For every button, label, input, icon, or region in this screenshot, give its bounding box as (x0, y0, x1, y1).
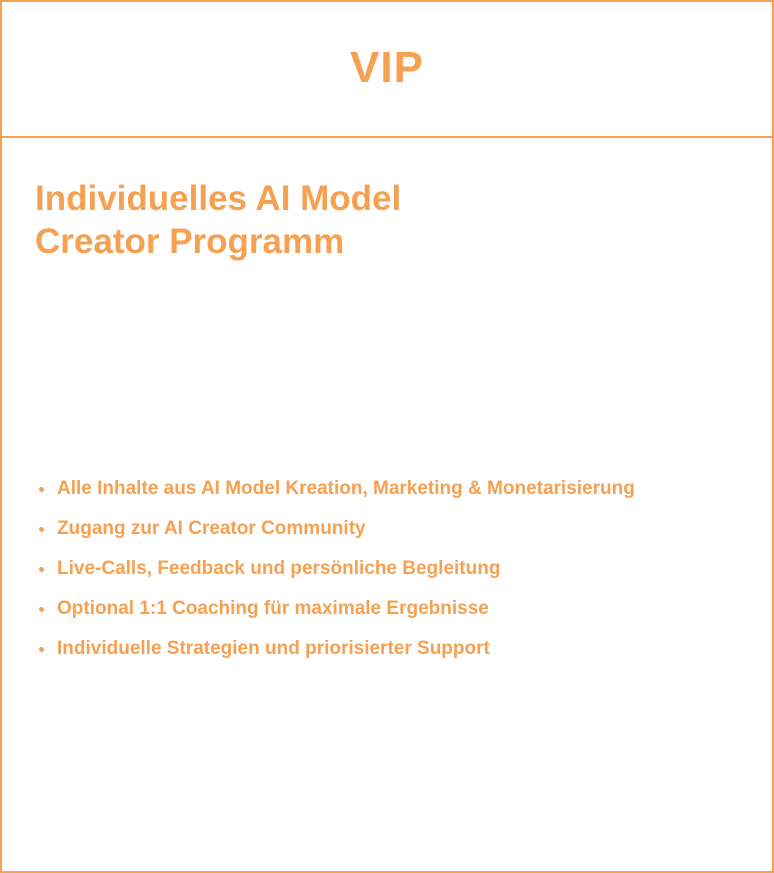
card-header (2, 2, 772, 138)
plan-title-line-1: Individuelles AI Model (35, 179, 402, 218)
feature-list (35, 469, 755, 669)
bullet-dot-icon (39, 487, 44, 492)
feature-text: Live-Calls, Feedback und persönliche Begleitung (57, 558, 501, 579)
feature-text: Individuelle Strategien und priorisierter Support (57, 638, 490, 659)
feature-text: Zugang zur AI Creator Community (57, 518, 366, 539)
feature-item (35, 629, 755, 669)
tier-title: VIP (350, 43, 424, 92)
plan-title-line-2: Creator Programm (35, 222, 345, 261)
bullet-dot-icon (39, 607, 44, 612)
feature-item (35, 469, 755, 509)
plan-title (35, 177, 555, 263)
feature-text: Alle Inhalte aus AI Model Kreation, Marketing & Monetarisierung (57, 478, 635, 499)
feature-item (35, 589, 755, 629)
feature-item (35, 509, 755, 549)
feature-text: Optional 1:1 Coaching für maximale Ergebnisse (57, 598, 489, 619)
bullet-dot-icon (39, 527, 44, 532)
feature-item (35, 549, 755, 589)
bullet-dot-icon (39, 567, 44, 572)
bullet-dot-icon (39, 647, 44, 652)
